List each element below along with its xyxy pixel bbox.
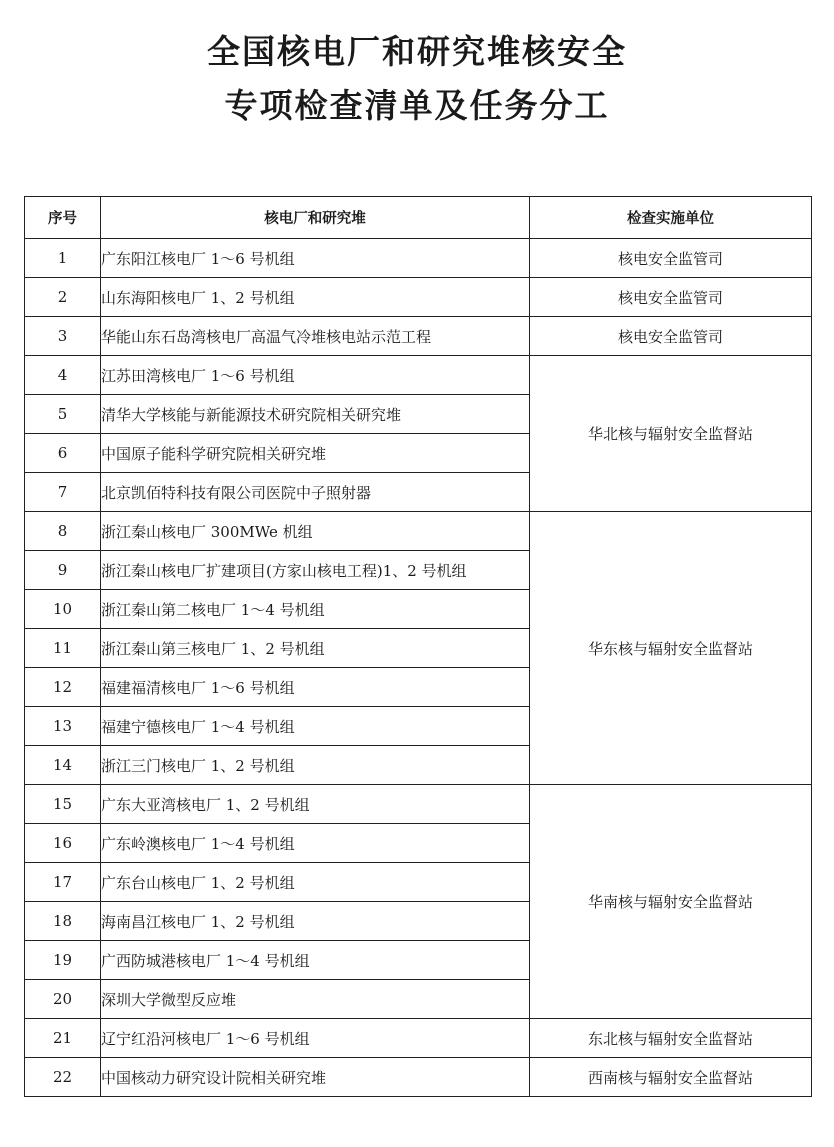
row-index-cell: 3 [25,317,101,356]
row-index-cell: 2 [25,278,101,317]
facility-name-cell: 广东台山核电厂 1、2 号机组 [101,863,530,902]
facility-name-cell: 浙江三门核电厂 1、2 号机组 [101,746,530,785]
inspection-unit-cell: 核电安全监管司 [530,317,812,356]
table-row [25,239,812,278]
table-row [25,785,812,824]
inspection-unit-cell: 华北核与辐射安全监督站 [530,356,812,512]
row-index-cell: 11 [25,629,101,668]
row-index-cell: 12 [25,668,101,707]
facility-name-cell: 广东大亚湾核电厂 1、2 号机组 [101,785,530,824]
facility-name-cell: 广西防城港核电厂 1～4 号机组 [101,941,530,980]
row-index-cell: 20 [25,980,101,1019]
table-row [25,512,812,551]
facility-name-cell: 北京凯佰特科技有限公司医院中子照射器 [101,473,530,512]
facility-name-cell: 中国核动力研究设计院相关研究堆 [101,1058,530,1097]
row-index-cell: 8 [25,512,101,551]
facility-name-cell: 浙江秦山第三核电厂 1、2 号机组 [101,629,530,668]
row-index-cell: 6 [25,434,101,473]
facility-name-cell: 广东阳江核电厂 1～6 号机组 [101,239,530,278]
inspection-unit-cell: 华东核与辐射安全监督站 [530,512,812,785]
facility-name-cell: 浙江秦山核电厂扩建项目(方家山核电工程)1、2 号机组 [101,551,530,590]
table-header-row [25,197,812,239]
row-index-cell: 5 [25,395,101,434]
inspection-unit-cell: 东北核与辐射安全监督站 [530,1019,812,1058]
header-index: 序号 [25,197,101,239]
facility-name-cell: 浙江秦山第二核电厂 1～4 号机组 [101,590,530,629]
inspection-unit-cell: 核电安全监管司 [530,239,812,278]
row-index-cell: 10 [25,590,101,629]
inspection-unit-cell: 西南核与辐射安全监督站 [530,1058,812,1097]
row-index-cell: 13 [25,707,101,746]
row-index-cell: 22 [25,1058,101,1097]
table-body [25,239,812,1097]
facility-name-cell: 清华大学核能与新能源技术研究院相关研究堆 [101,395,530,434]
row-index-cell: 16 [25,824,101,863]
facility-name-cell: 江苏田湾核电厂 1～6 号机组 [101,356,530,395]
inspection-checklist-table [24,196,812,1097]
table-row [25,1058,812,1097]
table-row [25,1019,812,1058]
row-index-cell: 9 [25,551,101,590]
facility-name-cell: 浙江秦山核电厂 300MWe 机组 [101,512,530,551]
inspection-unit-cell: 华南核与辐射安全监督站 [530,785,812,1019]
row-index-cell: 4 [25,356,101,395]
table-row [25,317,812,356]
row-index-cell: 7 [25,473,101,512]
inspection-unit-cell: 核电安全监管司 [530,278,812,317]
facility-name-cell: 海南昌江核电厂 1、2 号机组 [101,902,530,941]
facility-name-cell: 广东岭澳核电厂 1～4 号机组 [101,824,530,863]
facility-name-cell: 辽宁红沿河核电厂 1～6 号机组 [101,1019,530,1058]
facility-name-cell: 福建宁德核电厂 1～4 号机组 [101,707,530,746]
row-index-cell: 19 [25,941,101,980]
facility-name-cell: 山东海阳核电厂 1、2 号机组 [101,278,530,317]
row-index-cell: 15 [25,785,101,824]
table-row [25,356,812,395]
row-index-cell: 17 [25,863,101,902]
facility-name-cell: 中国原子能科学研究院相关研究堆 [101,434,530,473]
header-unit: 检查实施单位 [530,197,812,239]
facility-name-cell: 华能山东石岛湾核电厂高温气冷堆核电站示范工程 [101,317,530,356]
row-index-cell: 1 [25,239,101,278]
row-index-cell: 14 [25,746,101,785]
facility-name-cell: 深圳大学微型反应堆 [101,980,530,1019]
row-index-cell: 21 [25,1019,101,1058]
row-index-cell: 18 [25,902,101,941]
document-title-line-1: 全国核电厂和研究堆核安全 [207,32,627,71]
header-facility: 核电厂和研究堆 [101,197,530,239]
table-row [25,278,812,317]
document-title-line-2: 专项检查清单及任务分工 [224,86,610,125]
facility-name-cell: 福建福清核电厂 1～6 号机组 [101,668,530,707]
